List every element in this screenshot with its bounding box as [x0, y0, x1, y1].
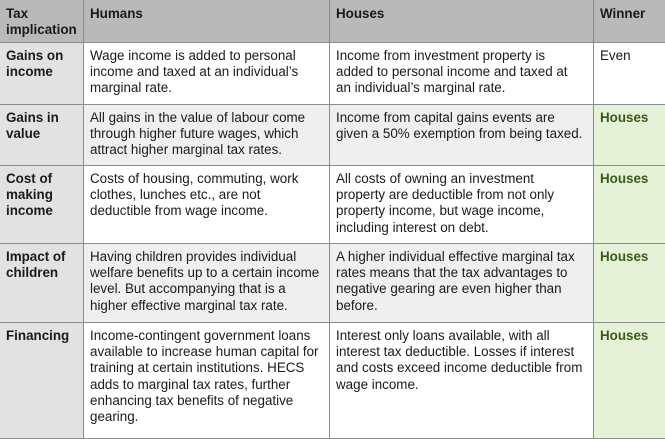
humans-cell: Wage income is added to personal income and taxed at an individual’s marginal rate. [84, 43, 330, 105]
table-header-row [0, 0, 665, 43]
humans-cell: Income-contingent government loans available to increase human capital for training at certain institutions. HECS adds to marginal tax rates, further enhancing tax benefits of negative gearing. [84, 323, 330, 439]
winner-cell: Even [594, 43, 665, 105]
table-row-gains-on-income [0, 43, 665, 105]
row-label: Cost of making income [0, 166, 84, 244]
humans-cell: Having children provides individual welfare benefits up to a certain income level. But accompanying that is a higher effective marginal tax rate. [84, 244, 330, 323]
houses-cell: Income from investment property is added to personal income and taxed at an individual’s marginal rate. [330, 43, 594, 105]
row-label: Impact of children [0, 244, 84, 323]
houses-cell: Interest only loans available, with all interest tax deductible. Losses if interest and costs exceed income deductible from wage income. [330, 323, 594, 439]
header-houses: Houses [330, 0, 594, 43]
row-label: Gains on income [0, 43, 84, 105]
humans-cell: All gains in the value of labour come through higher future wages, which attract higher marginal tax rates. [84, 105, 330, 166]
winner-cell: Houses [594, 244, 665, 323]
header-humans: Humans [84, 0, 330, 43]
houses-cell: All costs of owning an investment property are deductible from not only property income, but wage income, including interest on debt. [330, 166, 594, 244]
table-row-gains-in-value [0, 105, 665, 166]
row-label: Financing [0, 323, 84, 439]
table-row-cost-of-making-income [0, 166, 665, 244]
header-winner: Winner [594, 0, 665, 43]
table-row-financing [0, 323, 665, 439]
table-row-impact-of-children [0, 244, 665, 323]
header-tax-implication: Tax implication [0, 0, 84, 43]
winner-cell: Houses [594, 166, 665, 244]
winner-cell: Houses [594, 105, 665, 166]
winner-cell: Houses [594, 323, 665, 439]
row-label: Gains in value [0, 105, 84, 166]
humans-cell: Costs of housing, commuting, work clothes, lunches etc., are not deductible from wage income. [84, 166, 330, 244]
houses-cell: A higher individual effective marginal tax rates means that the tax advantages to negative gearing are even higher than before. [330, 244, 594, 323]
houses-cell: Income from capital gains events are given a 50% exemption from being taxed. [330, 105, 594, 166]
